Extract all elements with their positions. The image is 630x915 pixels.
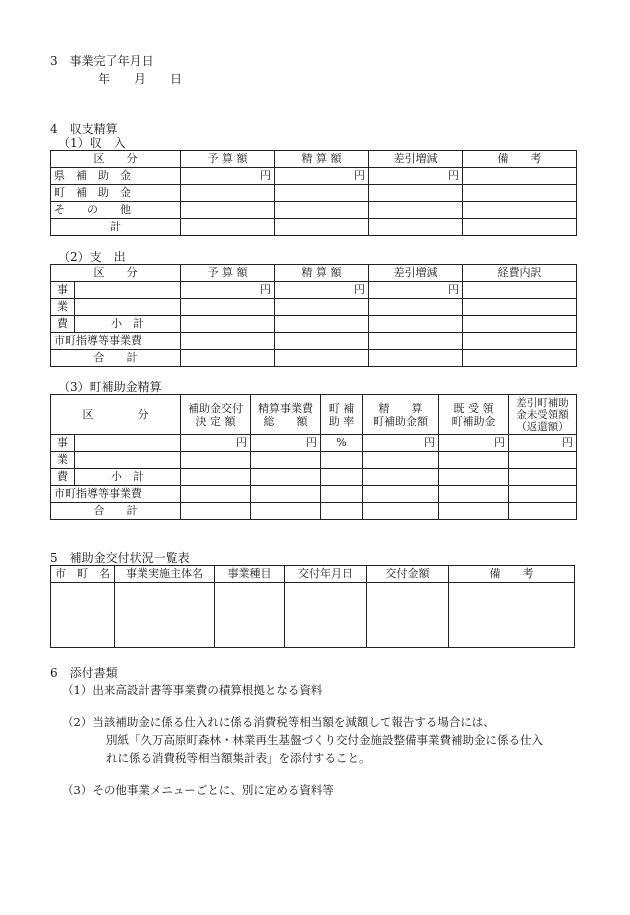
header-kubun: 区 分 (51, 151, 181, 168)
empty-cell (321, 486, 363, 503)
empty-cell (181, 350, 275, 367)
shicho-label: 市町指導等事業費 (51, 333, 181, 350)
jigyo-char: 費 (51, 469, 75, 486)
empty-cell (251, 452, 321, 469)
attachment-item-3: （3）その他事業メニューごとに、別に定める資料等 (62, 783, 334, 797)
unit-yen: 円 (363, 435, 439, 452)
unit-yen: 円 (251, 435, 321, 452)
unit-yen: 円 (439, 435, 509, 452)
empty-cell (285, 583, 367, 648)
section-5-title: 5 補助金交付状況一覧表 (50, 551, 190, 565)
header-settlement: 精 算 額 (275, 151, 369, 168)
empty-cell (439, 452, 509, 469)
unit-percent: % (321, 435, 363, 452)
empty-cell (75, 299, 181, 316)
unit-yen: 円 (275, 168, 369, 185)
empty-cell (363, 486, 439, 503)
empty-cell (275, 202, 369, 219)
header-kubun: 区 分 (51, 395, 181, 435)
subtotal-label: 小 計 (75, 469, 181, 486)
header-kubun: 区 分 (51, 265, 181, 282)
empty-cell (509, 452, 577, 469)
empty-cell (363, 503, 439, 520)
empty-cell (321, 452, 363, 469)
empty-cell (251, 469, 321, 486)
empty-cell (181, 469, 251, 486)
table-row (51, 469, 577, 486)
jigyo-char: 事 (51, 282, 75, 299)
empty-cell (275, 350, 369, 367)
header-seisan-line1: 精算事業費 (258, 401, 313, 415)
empty-cell (251, 486, 321, 503)
empty-cell (509, 503, 577, 520)
section-4-title: 4 収支精算 (50, 122, 118, 136)
empty-cell (463, 333, 577, 350)
header-seisan (251, 395, 321, 435)
header-rate-line2: 助 率 (328, 414, 355, 428)
empty-cell (275, 333, 369, 350)
empty-cell (275, 219, 369, 236)
empty-cell (363, 452, 439, 469)
completion-date: 年 月 日 (98, 72, 189, 86)
empty-cell (181, 316, 275, 333)
empty-cell (369, 299, 463, 316)
table-row (51, 202, 577, 219)
header-town-line1: 精 算 (378, 401, 423, 415)
header-rate-line1: 町 補 (328, 401, 355, 415)
header-town-name: 市 町 名 (51, 566, 115, 583)
header-implementer: 事業実施主体名 (115, 566, 215, 583)
total-label: 合 計 (51, 503, 181, 520)
header-remarks: 備 考 (449, 566, 575, 583)
empty-cell (215, 583, 285, 648)
empty-cell (181, 185, 275, 202)
income-table (50, 150, 577, 236)
empty-cell (369, 350, 463, 367)
town-subsidy-table (50, 394, 577, 520)
empty-cell (463, 168, 577, 185)
row-label-prefecture: 県 補 助 金 (51, 168, 181, 185)
table-row (51, 299, 577, 316)
header-kiju-line2: 町補助金 (451, 414, 496, 428)
empty-cell (369, 333, 463, 350)
attachment-item-1: （1）出来高設計書等事業費の積算根拠となる資料 (62, 683, 323, 697)
empty-cell (369, 316, 463, 333)
empty-cell (367, 583, 449, 648)
header-town (363, 395, 439, 435)
empty-cell (251, 503, 321, 520)
table-header-row (51, 151, 577, 168)
empty-cell (75, 452, 181, 469)
table-row (51, 282, 577, 299)
empty-cell (369, 202, 463, 219)
section-6-title: 6 添付書類 (50, 666, 118, 680)
empty-cell (181, 486, 251, 503)
empty-cell (321, 469, 363, 486)
empty-cell (275, 316, 369, 333)
header-kettei-line1: 補助金交付 (188, 401, 243, 415)
empty-cell (439, 503, 509, 520)
unit-yen: 円 (181, 435, 251, 452)
section-3-title: 3 事業完了年月日 (50, 54, 154, 68)
header-sashihiki (509, 395, 577, 435)
table-row (51, 486, 577, 503)
unit-yen: 円 (369, 282, 463, 299)
income-title: （1）収 入 (58, 136, 126, 150)
empty-cell (181, 299, 275, 316)
empty-cell (463, 219, 577, 236)
header-kettei (181, 395, 251, 435)
header-kiju (439, 395, 509, 435)
empty-cell (463, 316, 577, 333)
header-sashihiki-line3: （返還額） (516, 420, 569, 433)
empty-cell (463, 185, 577, 202)
empty-cell (51, 583, 115, 648)
header-rate (321, 395, 363, 435)
attachment-item-2-line3: れに係る消費税等相当額集計表」を添付すること。 (106, 751, 371, 765)
table-row (51, 316, 577, 333)
empty-cell (509, 486, 577, 503)
header-settlement: 精 算 額 (275, 265, 369, 282)
subtotal-label: 小 計 (75, 316, 181, 333)
empty-cell (115, 583, 215, 648)
table-row (51, 333, 577, 350)
table-row (51, 219, 577, 236)
empty-cell (321, 503, 363, 520)
header-breakdown: 経費内訳 (463, 265, 577, 282)
header-budget: 予 算 額 (181, 151, 275, 168)
empty-cell (369, 185, 463, 202)
jigyo-char: 費 (51, 316, 75, 333)
empty-cell (181, 503, 251, 520)
attachment-item-2-line1: （2）当該補助金に係る仕入れに係る消費税等相当額を減額して報告する場合には、 (62, 715, 495, 729)
unit-yen: 円 (181, 282, 275, 299)
header-project-type: 事業種目 (215, 566, 285, 583)
empty-cell (181, 202, 275, 219)
header-town-line2: 町補助金額 (373, 414, 428, 428)
table-row (51, 435, 577, 452)
jigyo-char: 業 (51, 452, 75, 469)
table-row (51, 503, 577, 520)
attachment-item-2-line2: 別紙「久万高原町森林・林業再生基盤づくり交付金施設整備事業費補助金に係る仕入 (106, 733, 543, 747)
jigyo-char: 業 (51, 299, 75, 316)
empty-cell (369, 219, 463, 236)
table-header-row (51, 395, 577, 435)
total-label: 合 計 (51, 350, 181, 367)
empty-cell (463, 299, 577, 316)
empty-cell (449, 583, 575, 648)
empty-cell (75, 435, 181, 452)
empty-cell (463, 202, 577, 219)
header-sashihiki-line1: 差引町補助 (516, 396, 569, 409)
empty-cell (463, 282, 577, 299)
row-label-other: そ の 他 (51, 202, 181, 219)
expense-title: （2）支 出 (58, 250, 126, 264)
header-issue-date: 交付年月日 (285, 566, 367, 583)
empty-cell (509, 469, 577, 486)
empty-cell (439, 486, 509, 503)
header-seisan-line2: 総 額 (263, 414, 308, 428)
table-row (51, 583, 575, 648)
table-row (51, 168, 577, 185)
shicho-label: 市町指導等事業費 (51, 486, 181, 503)
table-header-row (51, 265, 577, 282)
table-row (51, 350, 577, 367)
header-difference: 差引増減 (369, 265, 463, 282)
empty-cell (181, 452, 251, 469)
empty-cell (275, 299, 369, 316)
table-header-row (51, 566, 575, 583)
unit-yen: 円 (181, 168, 275, 185)
header-sashihiki-line2: 金未受領額 (516, 408, 569, 421)
empty-cell (463, 350, 577, 367)
empty-cell (181, 219, 275, 236)
unit-yen: 円 (369, 168, 463, 185)
empty-cell (75, 282, 181, 299)
subsidy-status-table (50, 565, 575, 648)
empty-cell (181, 333, 275, 350)
header-kettei-line2: 決 定 額 (195, 414, 236, 428)
unit-yen: 円 (275, 282, 369, 299)
expense-table (50, 264, 577, 367)
empty-cell (363, 469, 439, 486)
row-label-town: 町 補 助 金 (51, 185, 181, 202)
row-label-total: 計 (51, 219, 181, 236)
header-kiju-line1: 既 受 領 (453, 401, 494, 415)
town-subsidy-title: （3）町補助金精算 (58, 380, 162, 394)
header-difference: 差引増減 (369, 151, 463, 168)
jigyo-char: 事 (51, 435, 75, 452)
empty-cell (275, 185, 369, 202)
unit-yen: 円 (509, 435, 577, 452)
table-row (51, 452, 577, 469)
header-amount: 交付金額 (367, 566, 449, 583)
table-row (51, 185, 577, 202)
empty-cell (439, 469, 509, 486)
header-remarks: 備 考 (463, 151, 577, 168)
header-budget: 予 算 額 (181, 265, 275, 282)
